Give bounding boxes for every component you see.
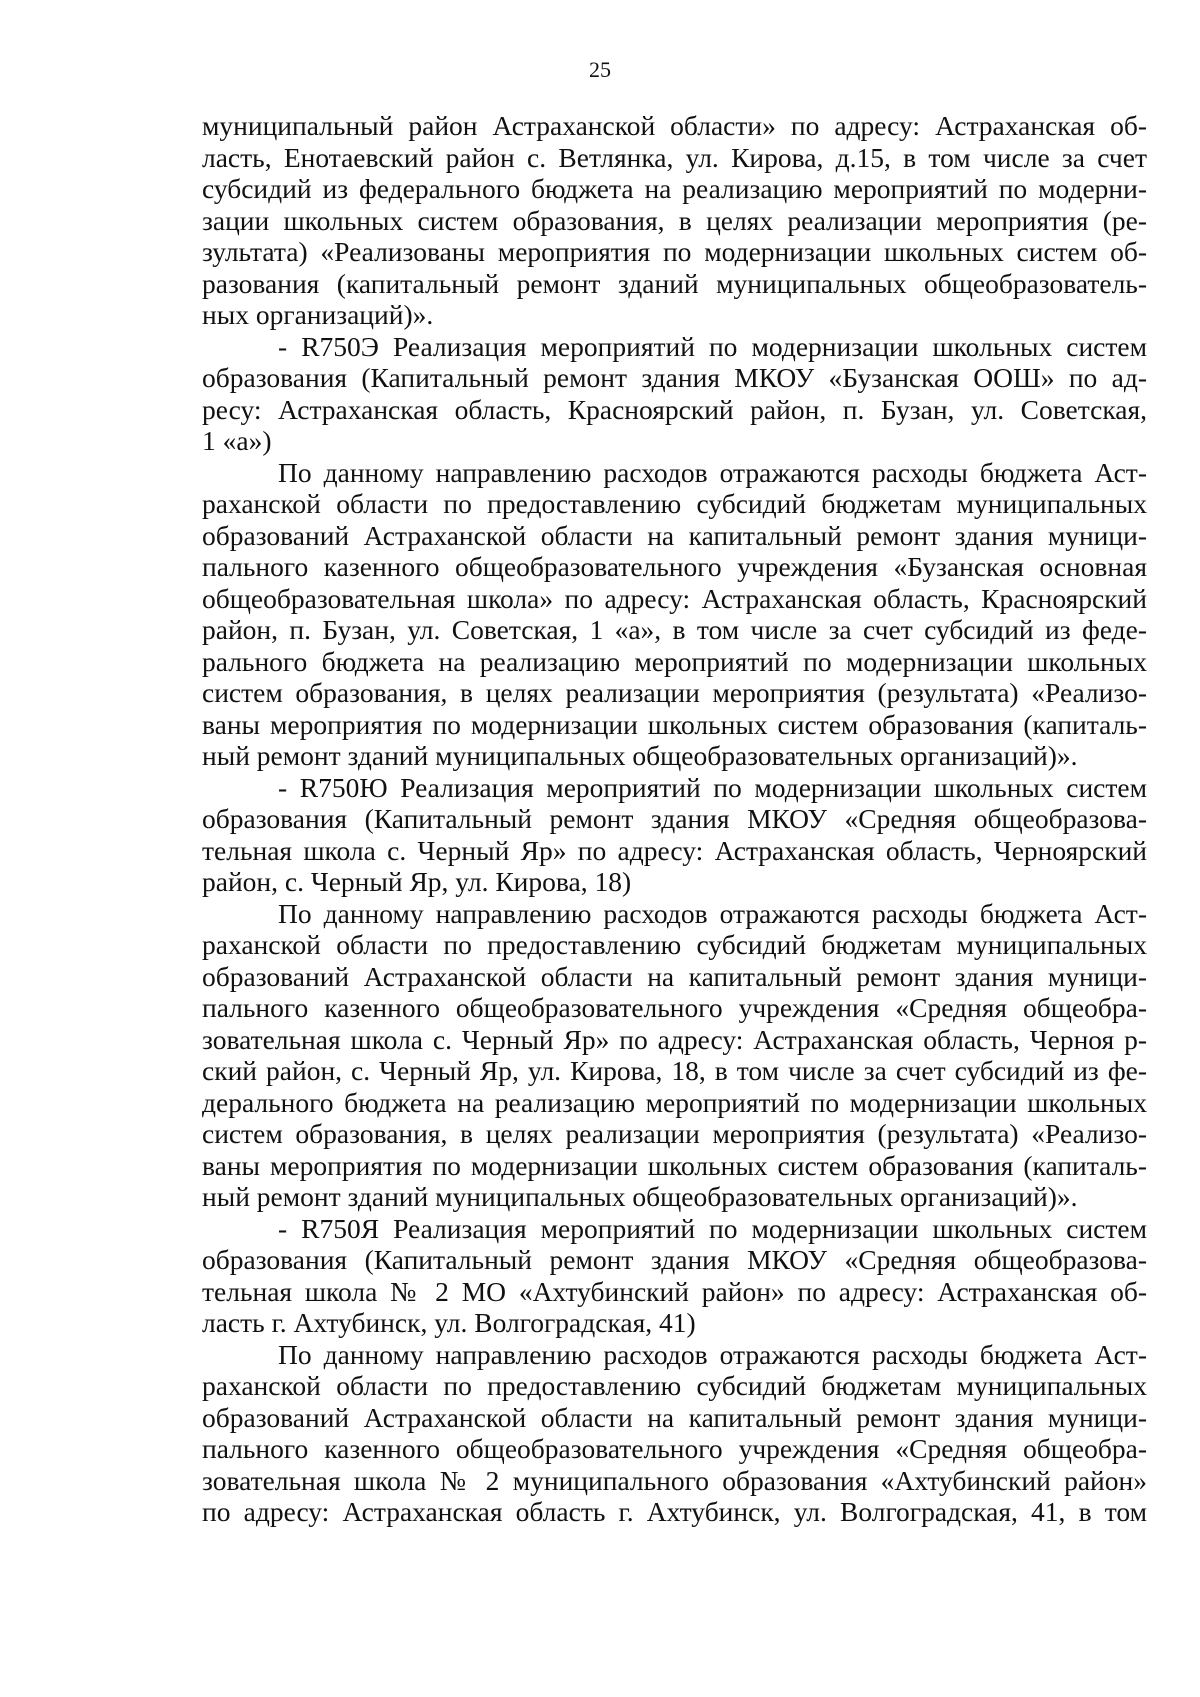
text-line: зации школьных систем образования, в целях реализации мероприятия (ре- — [202, 204, 1147, 236]
text-line: образований Астраханской области на капитальный ремонт здания муници- — [202, 519, 1147, 551]
text-line: образований Астраханской области на капитальный ремонт здания муници- — [202, 1401, 1147, 1433]
text-line: ваны мероприятия по модернизации школьных систем образования (капиталь- — [202, 1149, 1147, 1181]
text-line: рального бюджета на реализацию мероприятий по модернизации школьных — [202, 645, 1147, 677]
text-line: по адресу: Астраханская область г. Ахтубинск, ул. Волгоградская, 41, в том — [202, 1496, 1147, 1527]
text-line: субсидий из федерального бюджета на реализацию мероприятий по модерни- — [202, 173, 1147, 204]
text-line: зовательная школа с. Черный Яр» по адресу: Астраханская область, Черноя р- — [202, 1023, 1147, 1055]
text-line: раханской области по предоставлению субсидий бюджетам муниципальных — [202, 488, 1147, 519]
document-body — [202, 110, 1147, 1528]
text-line: систем образования, в целях реализации мероприятия (результата) «Реализо- — [202, 1118, 1147, 1149]
text-line: 1 «а») — [202, 425, 272, 456]
text-line: ласть г. Ахтубинск, ул. Волгоградская, 41) — [202, 1307, 696, 1338]
text-line: зультата) «Реализованы мероприятия по модернизации школьных систем об- — [202, 236, 1147, 267]
text-line: тельная школа № 2 МО «Ахтубинский район» по адресу: Астраханская об- — [202, 1275, 1147, 1307]
paragraph — [202, 331, 1147, 457]
text-line: образования (Капитальный ремонт здания МКОУ «Средняя общеобразова- — [202, 803, 1147, 834]
paragraph — [202, 1339, 1147, 1528]
paragraph — [202, 1213, 1147, 1339]
text-line: тельная школа с. Черный Яр» по адресу: Астраханская область, Черноярский — [202, 834, 1147, 866]
text-line: ный ремонт зданий муниципальных общеобразовательных организаций)». — [202, 1181, 1078, 1212]
text-line: образований Астраханской области на капитальный ремонт здания муници- — [202, 960, 1147, 992]
text-line: разования (капитальный ремонт зданий муниципальных общеобразователь- — [202, 267, 1147, 299]
text-line: - R750Э Реализация мероприятий по модернизации школьных систем — [278, 330, 1147, 362]
text-line: По данному направлению расходов отражаются расходы бюджета Аст- — [278, 1338, 1147, 1370]
text-line: общеобразовательная школа» по адресу: Астраханская область, Красноярский — [202, 582, 1147, 614]
text-line: дерального бюджета на реализацию мероприятий по модернизации школьных — [202, 1086, 1147, 1118]
text-line: ный ремонт зданий муниципальных общеобразовательных организаций)». — [202, 740, 1078, 771]
text-line: По данному направлению расходов отражаются расходы бюджета Аст- — [278, 897, 1147, 929]
text-line: ресу: Астраханская область, Красноярский район, п. Бузан, ул. Советская, — [202, 393, 1147, 425]
paragraph — [202, 457, 1147, 772]
text-line: район, п. Бузан, ул. Советская, 1 «а», в том числе за счет субсидий из феде- — [202, 614, 1147, 645]
paragraph — [202, 110, 1147, 331]
text-line: пального казенного общеобразовательного учреждения «Средняя общеобра- — [202, 1433, 1147, 1464]
text-line: систем образования, в целях реализации мероприятия (результата) «Реализо- — [202, 677, 1147, 708]
text-line: ласть, Енотаевский район с. Ветлянка, ул. Кирова, д.15, в том числе за счет — [202, 141, 1147, 173]
text-line: образования (Капитальный ремонт здания МКОУ «Средняя общеобразова- — [202, 1244, 1147, 1275]
text-line: пального казенного общеобразовательного учреждения «Средняя общеобра- — [202, 992, 1147, 1023]
paragraph — [202, 898, 1147, 1213]
text-line: раханской области по предоставлению субсидий бюджетам муниципальных — [202, 929, 1147, 960]
text-line: - R750Я Реализация мероприятий по модернизации школьных систем — [278, 1212, 1147, 1244]
text-line: образования (Капитальный ремонт здания МКОУ «Бузанская ООШ» по ад- — [202, 362, 1147, 393]
text-line: По данному направлению расходов отражаются расходы бюджета Аст- — [278, 456, 1147, 488]
page-number: 25 — [589, 57, 611, 82]
text-line: раханской области по предоставлению субсидий бюджетам муниципальных — [202, 1370, 1147, 1401]
text-line: пального казенного общеобразовательного учреждения «Бузанская основная — [202, 551, 1147, 582]
text-line: ваны мероприятия по модернизации школьных систем образования (капиталь- — [202, 708, 1147, 740]
text-line: ных организаций)». — [202, 299, 434, 330]
text-line: район, с. Черный Яр, ул. Кирова, 18) — [202, 866, 632, 897]
text-line: ский район, с. Черный Яр, ул. Кирова, 18, в том числе за счет субсидий из фе- — [202, 1055, 1147, 1086]
paragraph — [202, 772, 1147, 898]
text-line: зовательная школа № 2 муниципального образования «Ахтубинский район» — [202, 1464, 1147, 1496]
text-line: муниципальный район Астраханской области» по адресу: Астраханская об- — [202, 110, 1147, 141]
text-line: - R750Ю Реализация мероприятий по модернизации школьных систем — [278, 771, 1147, 803]
